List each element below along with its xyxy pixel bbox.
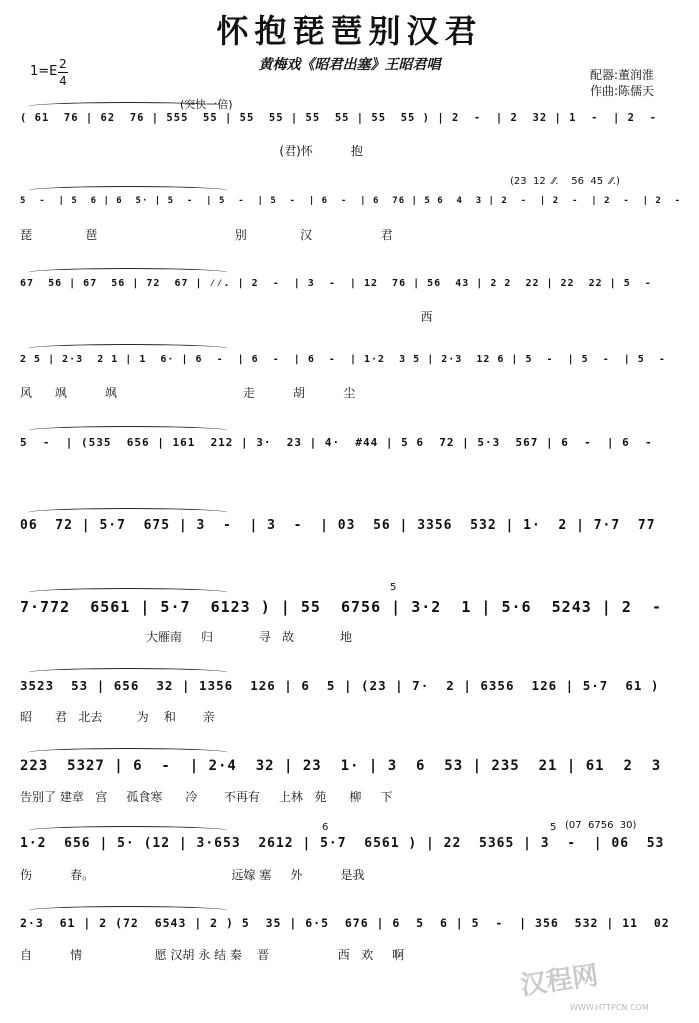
notation-line: 3523 53 | 656 32 | 1356 126 | 6 5 | (23 | 7· 2 | 6356 126 | 5·7 61 )	[20, 678, 660, 693]
small-phrase-1: (23 12 ⁄⁄. 56 45 ⁄⁄.)	[510, 176, 620, 187]
page-title: 怀抱琵琶别汉君	[216, 12, 483, 50]
slur-mark	[28, 268, 228, 277]
notation-line: ( 61 76 | 62 76 | 555 55 | 55 55 | 55 55 | 55 55 ) | 2 - | 2 32 | 1 - | 2 -	[20, 112, 657, 124]
lyrics-line: 风 飒 飒 走 胡 尘	[20, 386, 356, 400]
page-subtitle: 黄梅戏《昭君出塞》王昭君唱	[258, 57, 441, 73]
meter-top: 2	[59, 57, 67, 71]
slur-mark	[28, 186, 228, 195]
notation-line: 5 - | (535 656 | 161 212 | 3· 23 | 4· #44 | 5 6 72 | 5·3 567 | 6 - | 6 -	[20, 436, 653, 449]
slur-mark	[28, 826, 228, 835]
meter-bottom: 4	[59, 74, 67, 88]
key-signature: 1=E	[30, 64, 58, 79]
lyrics-line: (君)怀 抱	[20, 144, 363, 158]
lyrics-line: 琵 琶 别 汉 君	[20, 228, 393, 242]
time-signature	[58, 56, 68, 89]
lyrics-line: 昭 君 北去 为 和 亲	[20, 710, 215, 724]
notation-line: 2 5 | 2·3 2 1 | 1 6· | 6 - | 6 - | 6 - | 1·2 3 5 | 2·3 12 6 | 5 - | 5 - | 5 -	[20, 354, 666, 365]
slur-mark	[28, 588, 228, 597]
arranger-credit: 配器:董润淮	[590, 68, 655, 82]
lyrics-line: 自 情 愿 汉胡 永 结 秦 晋 西 欢 啊	[20, 948, 405, 962]
watermark-logo: 汉程网	[518, 960, 601, 1002]
slur-mark	[28, 426, 228, 435]
notation-line: 67 56 | 67 56 | 72 67 | ⁄⁄. | 2 - | 3 - | 12 76 | 56 43 | 2 2 22 | 22 22 | 5 -	[20, 278, 652, 289]
slur-mark	[28, 748, 228, 757]
lyrics-line: 告别了 建章 宫 孤食寒 冷 不再有 上林 苑 柳 下	[20, 790, 393, 804]
slur-mark	[28, 102, 228, 111]
slur-mark	[28, 508, 228, 517]
lyrics-line: 西	[20, 310, 433, 324]
notation-line: 1·2 656 | 5· (12 | 3·653 2612 | 5·7 6561 ) | 22 5365 | 3 - | 06 53	[20, 836, 665, 851]
notation-line: 5 - | 5 6 | 6 5· | 5 - | 5 - | 5 - | 6 - | 6 76 | 5 6 4 3 | 2 - | 2 - | 2 - | 2 -	[20, 196, 682, 206]
slur-mark	[28, 344, 228, 353]
watermark-url: WWW.HTTPCN.COM	[570, 1003, 649, 1012]
small-phrase-2: (07 6756 30)	[565, 820, 637, 831]
lyrics-line: 伤 春。 远嫁 塞 外 是我	[20, 868, 365, 882]
composer-credit: 作曲:陈儒天	[590, 84, 655, 98]
notation-line: 223 5327 | 6 - | 2·4 32 | 23 1· | 3 6 53 | 235 21 | 61 2 3	[20, 758, 662, 774]
grace-note-3: 5	[550, 822, 557, 833]
slur-mark	[28, 668, 228, 677]
slur-mark	[28, 906, 228, 915]
notation-line: 7·772 6561 | 5·7 6123 ) | 55 6756 | 3·2 1 | 5·6 5243 | 2 -	[20, 598, 662, 616]
lyrics-line: 大雁南 归 寻 故 地	[20, 630, 352, 644]
grace-note-2: 6	[322, 822, 329, 833]
notation-line: 2·3 61 | 2 (72 6543 | 2 ) 5 35 | 6·5 676 | 6 5 6 | 5 - | 356 532 | 11 02	[20, 916, 670, 930]
notation-line: 06 72 | 5·7 675 | 3 - | 3 - | 03 56 | 3356 532 | 1· 2 | 7·7 77	[20, 518, 656, 533]
tempo-marking: (突快一倍)	[180, 98, 233, 111]
grace-note-1: 5	[390, 582, 397, 593]
